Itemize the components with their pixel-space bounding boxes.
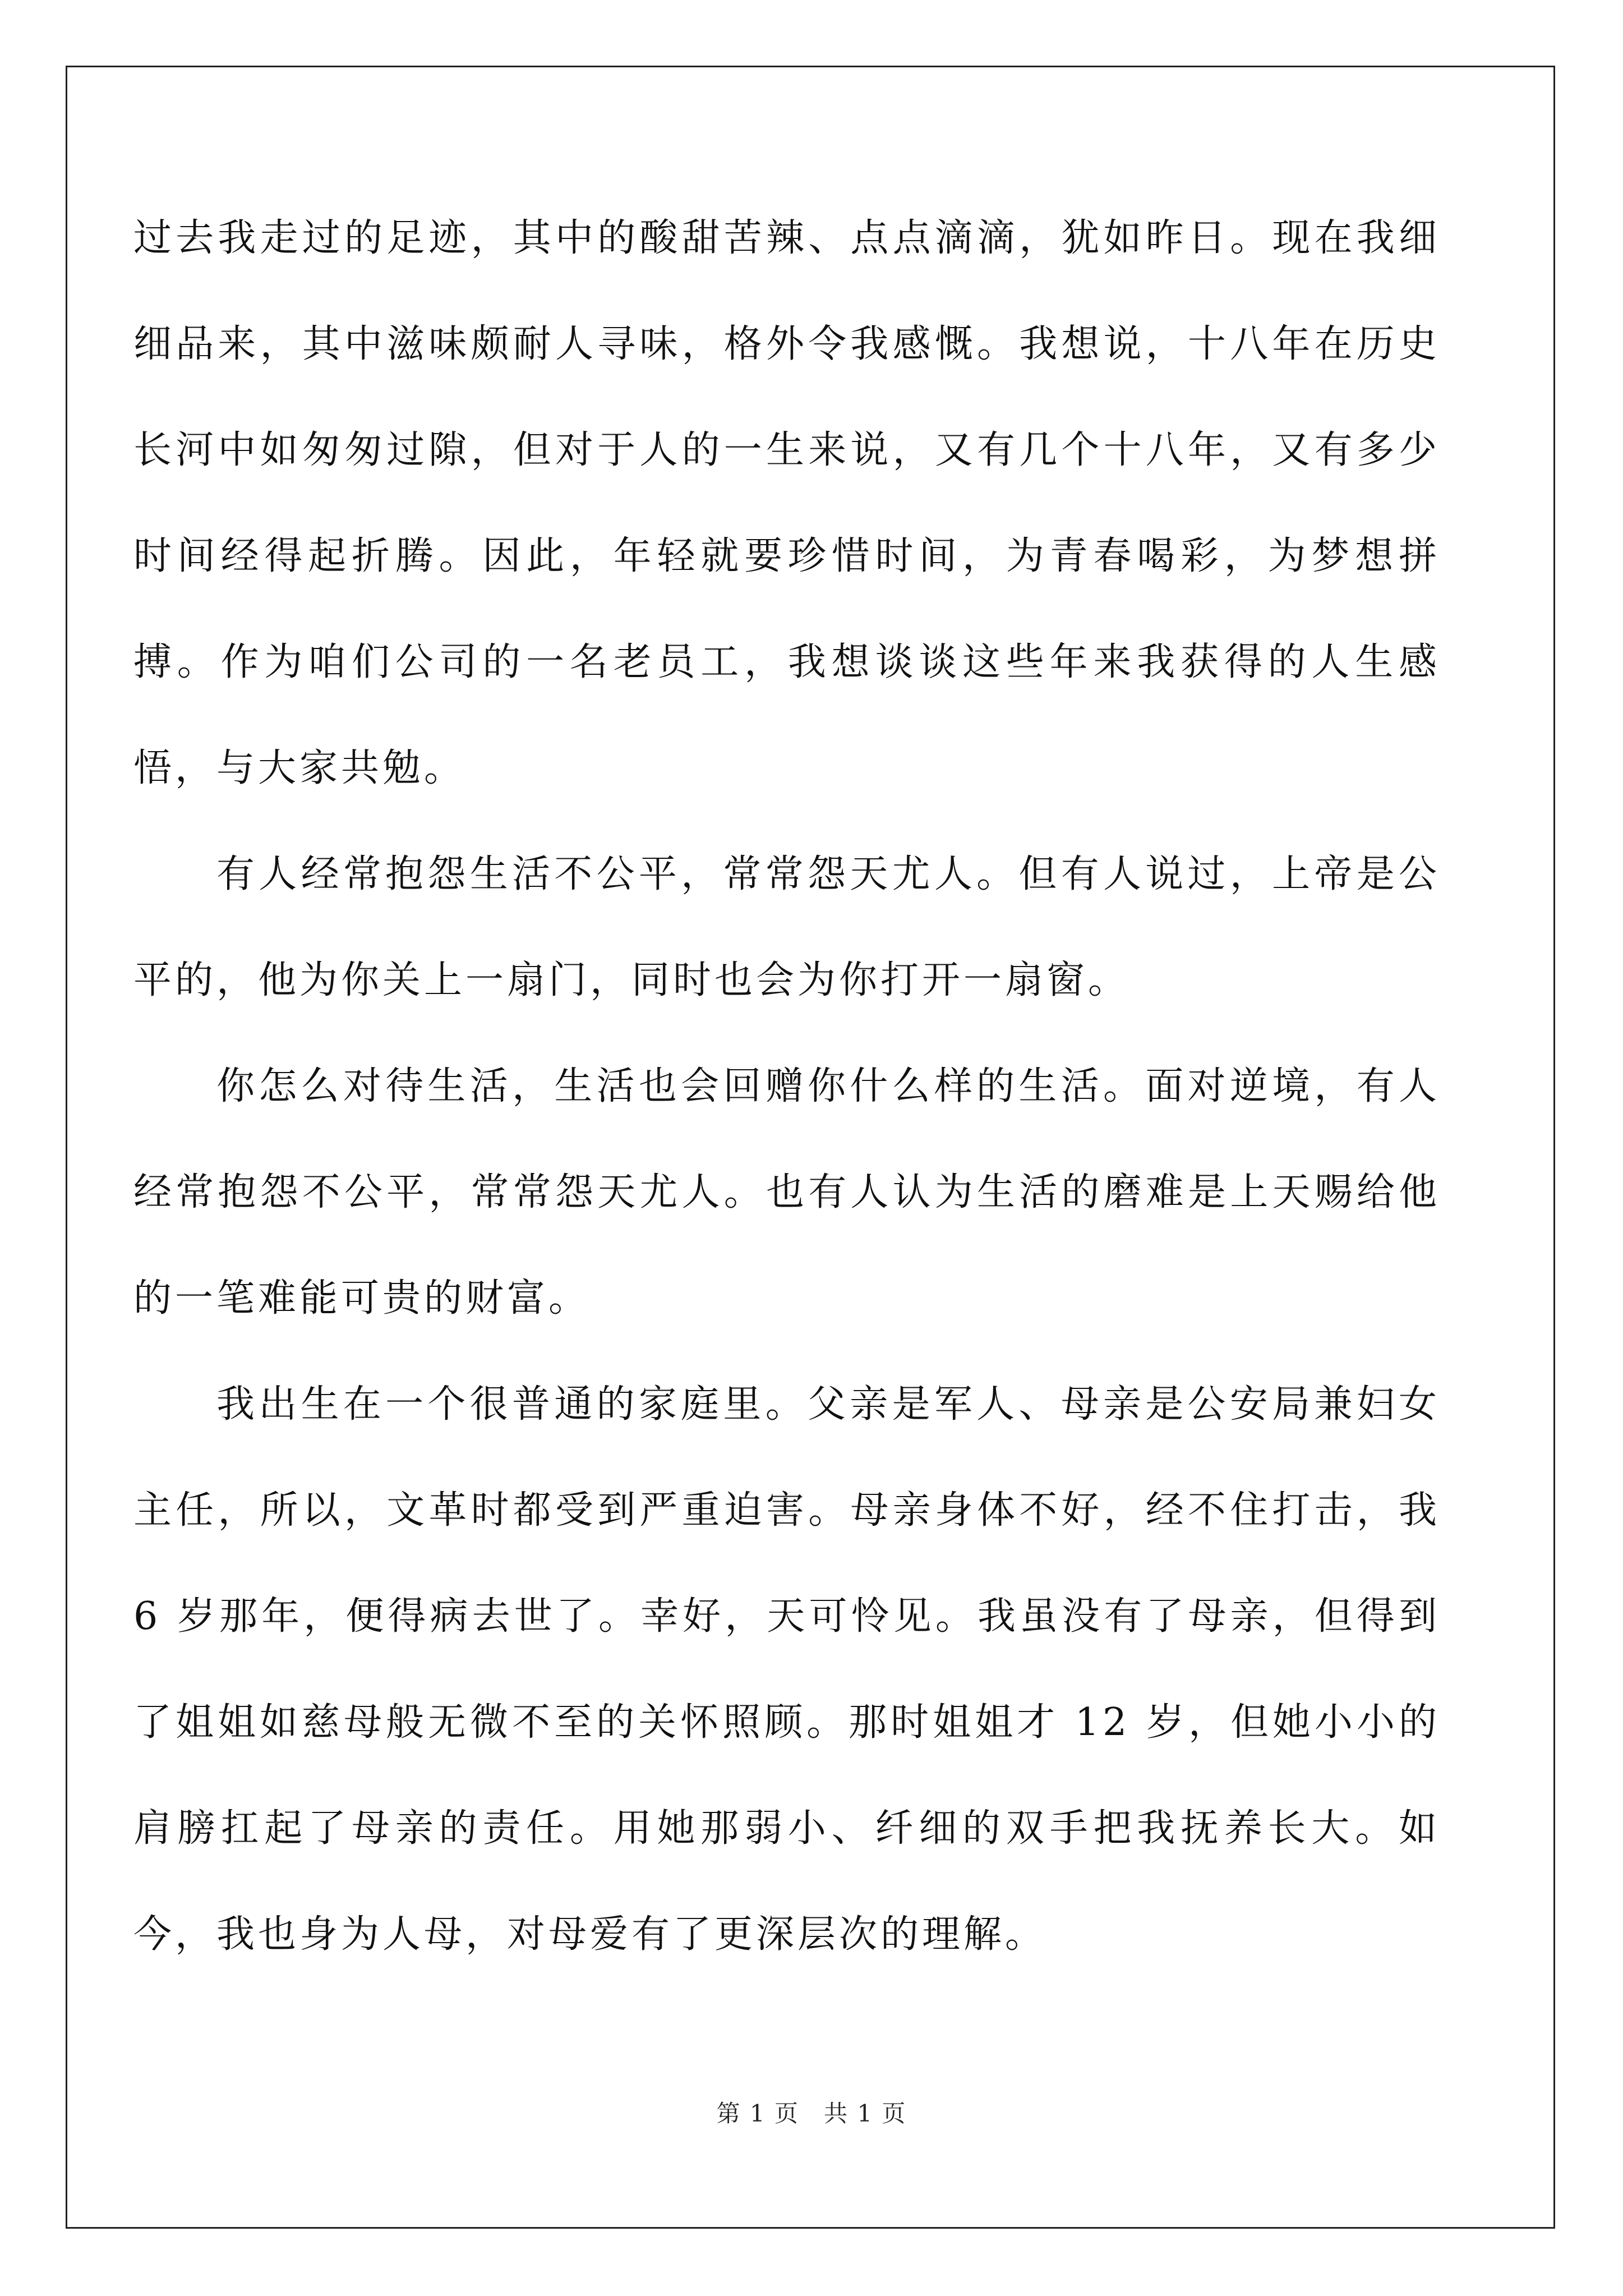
document-body bbox=[133, 185, 1440, 1987]
page-footer: 第 1 页 共 1 页 bbox=[716, 2100, 907, 2127]
paragraph-3: 你怎么对待生活，生活也会回赠你什么样的生活。面对逆境，有人经常抱怨不公平，常常怨天尤人。也有人认为生活的磨难是上天赐给他的一笔难能可贵的财富。 bbox=[133, 1064, 1440, 1320]
paragraph-1: 过去我走过的足迹，其中的酸甜苦辣、点点滴滴，犹如昨日。现在我细细品来，其中滋味颇耐人寻味，格外令我感慨。我想说，十八年在历史长河中如匆匆过隙，但对于人的一生来说，又有几个十八年，又有多少时间经得起折腾。因此，年轻就要珍惜时间，为青春喝彩，为梦想拼搏。作为咱们公司的一名老员工，我想谈谈这些年来我获得的人生感悟，与大家共勉。 bbox=[133, 216, 1440, 790]
paragraph-4: 我出生在一个很普通的家庭里。父亲是军人、母亲是公安局兼妇女主任，所以，文革时都受到严重迫害。母亲身体不好，经不住打击，我 6 岁那年，便得病去世了。幸好，天可怜见。我虽没有了母亲，但得到了姐姐如慈母般无微不至的关怀照顾。那时姐姐才 12 岁，但她小小的肩膀扛起了母亲的责任。用她那弱小、纤细的双手把我抚养长大。如今，我也身为人母，对母爱有了更深层次的理解。 bbox=[133, 1382, 1440, 1957]
paragraph-2: 有人经常抱怨生活不公平，常常怨天尤人。但有人说过，上帝是公平的，他为你关上一扇门，同时也会为你打开一扇窗。 bbox=[133, 852, 1440, 1002]
